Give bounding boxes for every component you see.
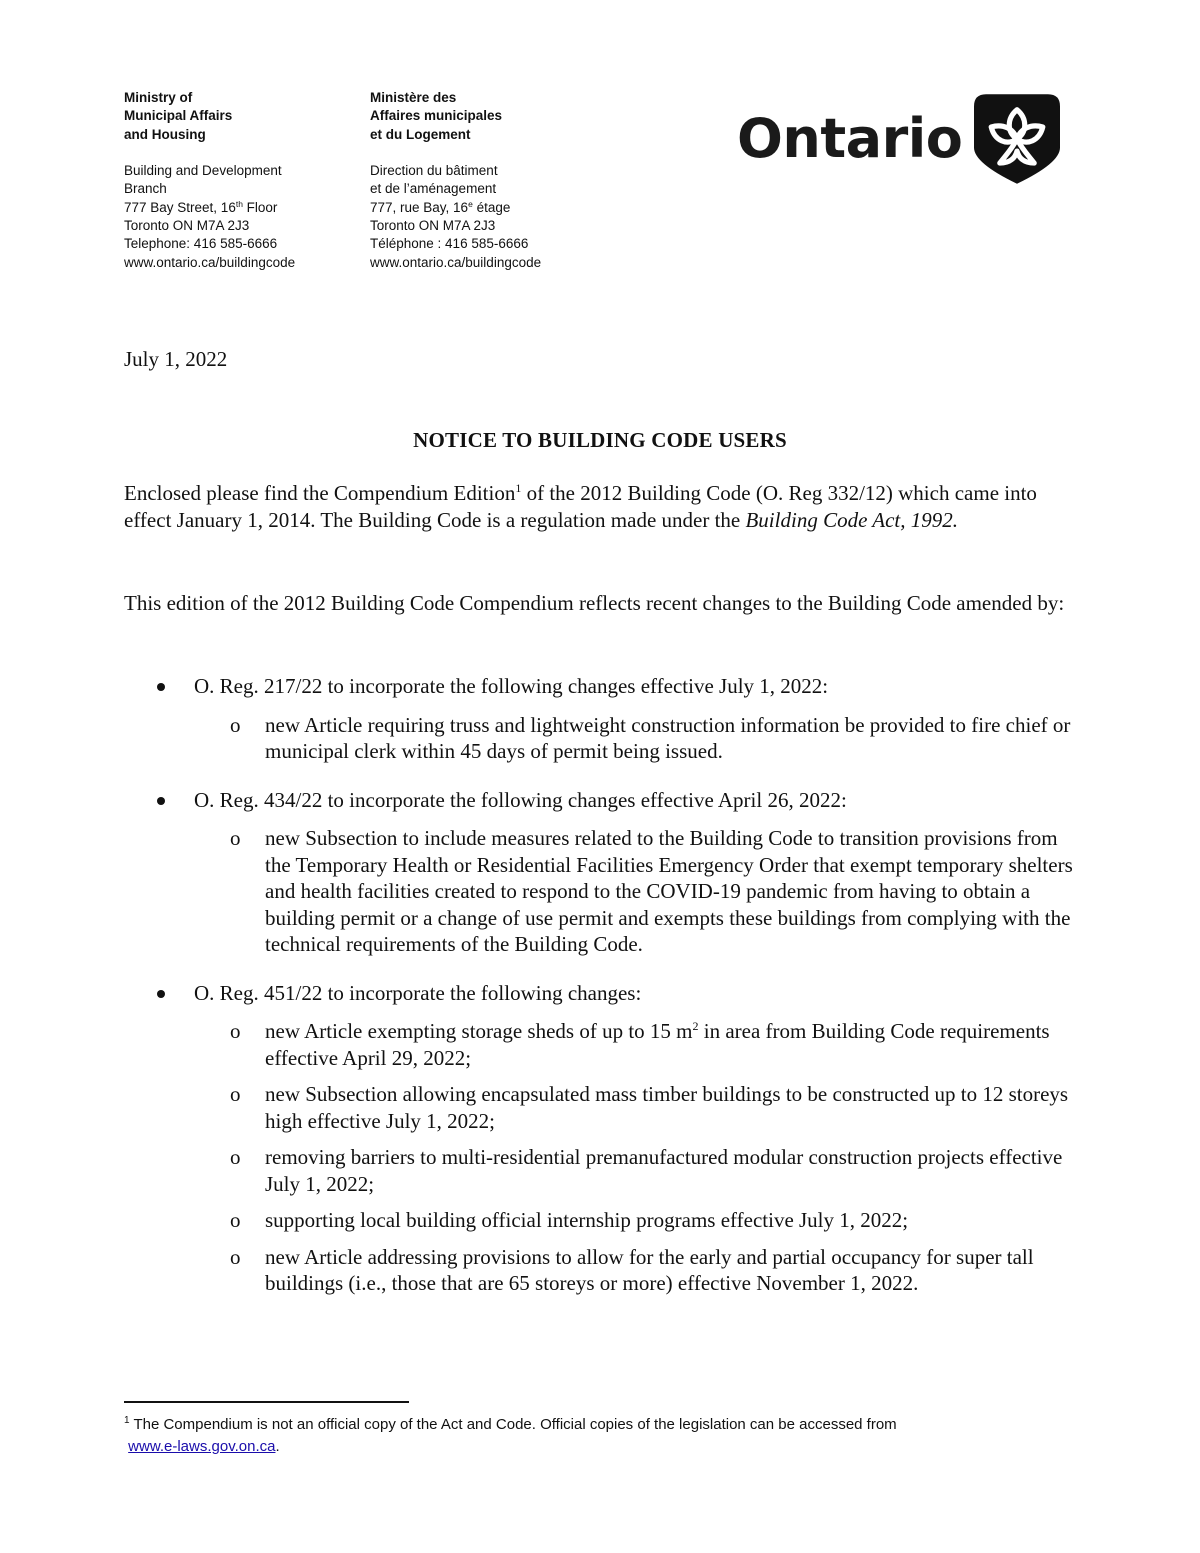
ministry-name-fr xyxy=(370,89,610,144)
city-en: Toronto ON M7A 2J3 xyxy=(124,218,250,234)
website-fr[interactable]: www.ontario.ca/buildingcode xyxy=(370,254,542,270)
sub-list-item: o new Subsection allowing encapsulated mass timber buildings to be constructed up to 12 storeys high effective July 1, 2022; xyxy=(230,1082,1069,1133)
circle-bullet-icon: o xyxy=(230,1244,241,1269)
sub-list-item: o new Article addressing provisions to allow for the early and partial occupancy for super tall buildings (i.e., those that are 65 storeys or more) effective November 1, 2022. xyxy=(230,1244,1034,1295)
circle-bullet-icon: o xyxy=(230,1145,241,1169)
ontario-logo xyxy=(737,94,1060,184)
circle-bullet-icon: o xyxy=(230,826,241,850)
bullet-icon xyxy=(157,683,165,691)
list-item xyxy=(124,980,1084,1297)
bullet-icon xyxy=(157,797,165,805)
website-en[interactable]: www.ontario.ca/buildingcode xyxy=(124,254,296,270)
header-english xyxy=(124,89,354,272)
city-fr: Toronto ON M7A 2J3 xyxy=(370,218,496,234)
ministry-line: Affaires municipales xyxy=(370,108,503,124)
ministry-name-en xyxy=(124,89,354,144)
amendment-list xyxy=(124,673,1084,1309)
phone-fr: Téléphone : 416 585-6666 xyxy=(370,236,529,252)
sub-list-item: o new Subsection to include measures related to the Building Code to transition provisions from the Temporary Health or Residential Facilities Emergency Order that exempt temporary shelters and health facilities created to respond to the COVID-19 pandemic from having to obtain a building permit or a change of use permit and exempts these buildings from complying with the technical requirements of the Building Code. xyxy=(230,826,1073,956)
circle-bullet-icon: o xyxy=(230,1082,241,1106)
sub-list-item: o new Article requiring truss and lightweight construction information be provided to fire chief or municipal clerk within 45 days of permit being issued. xyxy=(230,712,1071,763)
ministry-line: Ministry of xyxy=(124,90,193,105)
list-item xyxy=(124,787,1084,958)
phone-en: Telephone: 416 585-6666 xyxy=(124,236,278,252)
street-address-fr: 777, rue Bay, 16e étage xyxy=(370,198,511,215)
notice-title: NOTICE TO BUILDING CODE USERS xyxy=(413,428,787,452)
sub-list-item: o removing barriers to multi-residential premanufactured modular construction projects effective July 1, 2022; xyxy=(230,1145,1063,1196)
circle-bullet-icon: o xyxy=(230,712,241,737)
intro-paragraph: Enclosed please find the Compendium Edition$^1$ of the 2012 Building Code (O. Reg 332/12) which came into effect January 1, 2014. The Building Code is a regulation made under the Building Code Act, 1992. xyxy=(124,481,1037,532)
street-address-en: 777 Bay Street, 16th Floor xyxy=(124,198,278,215)
circle-bullet-icon: o xyxy=(230,1019,241,1043)
bullet-text: O. Reg. 434/22 to incorporate the following changes effective April 26, 2022: xyxy=(194,787,847,812)
ministry-line: Ministère des xyxy=(370,90,457,105)
footnote: $^1$ The Compendium is not an official copy of the Act and Code. Official copies of the legislation can be accessed from www.e-laws.gov.on.ca. xyxy=(124,1415,897,1455)
e-laws-link[interactable]: www.e-laws.gov.on.ca xyxy=(128,1438,276,1455)
bullet-icon xyxy=(157,990,165,998)
sub-list-item: o new Article exempting storage sheds of up to 15 $m^2$ in area from Building Code requirements effective April 29, 2022; xyxy=(230,1019,1050,1070)
amendments-paragraph: This edition of the 2012 Building Code Compendium reflects recent changes to the Building Code amended by: xyxy=(124,591,1065,615)
branch-line: Branch xyxy=(124,181,167,197)
bullet-text: O. Reg. 451/22 to incorporate the following changes: xyxy=(194,980,642,1005)
branch-line: Building and Development xyxy=(124,163,282,179)
bullet-text: O. Reg. 217/22 to incorporate the following changes effective July 1, 2022: xyxy=(194,674,829,698)
footnote-number: 1 xyxy=(124,1415,130,1426)
trillium-icon xyxy=(974,94,1060,184)
letter-date: July 1, 2022 xyxy=(124,347,228,371)
footnote-ref: 1 xyxy=(515,481,522,495)
branch-line: Direction du bâtiment xyxy=(370,163,498,179)
list-item xyxy=(124,673,1084,765)
ministry-line: Municipal Affairs xyxy=(124,108,233,124)
sub-list-item: o supporting local building official internship programs effective July 1, 2022; xyxy=(230,1208,909,1232)
footnote-divider xyxy=(124,1401,409,1403)
branch-line: et de l’aménagement xyxy=(370,181,497,197)
ministry-line: and Housing xyxy=(124,126,206,142)
header-french xyxy=(370,89,610,272)
circle-bullet-icon: o xyxy=(230,1208,241,1232)
logo-wordmark: Ontario xyxy=(737,107,963,170)
ministry-line: et du Logement xyxy=(370,126,471,142)
